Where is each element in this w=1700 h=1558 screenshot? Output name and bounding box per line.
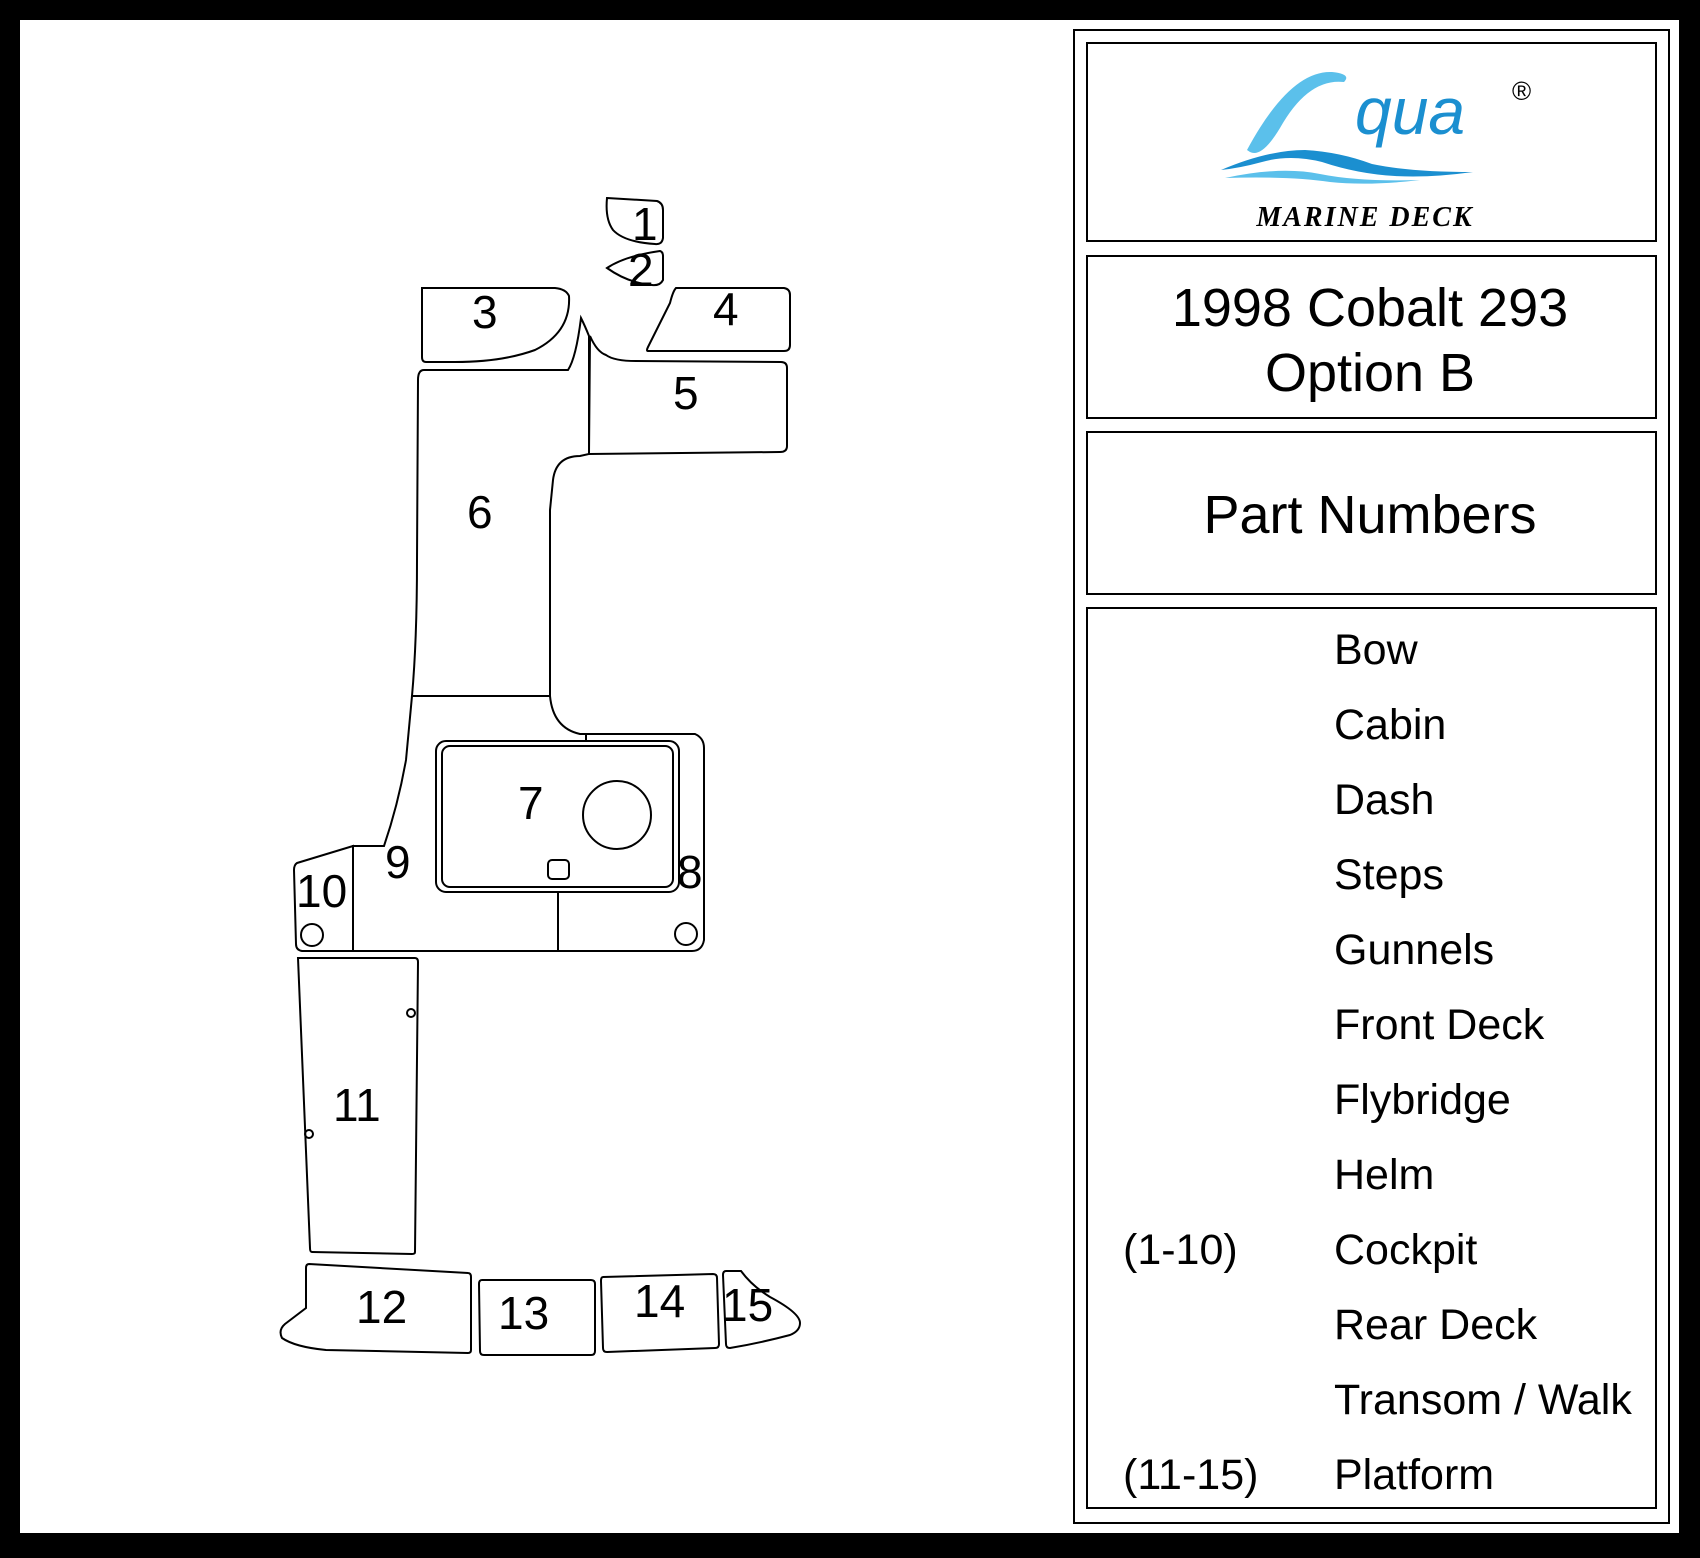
part-label: 3: [472, 286, 498, 338]
legend-label: Cockpit: [1334, 1226, 1478, 1274]
part-label: 15: [722, 1279, 774, 1331]
part-label: 12: [356, 1281, 408, 1333]
legend-range: (1-10): [1123, 1226, 1238, 1274]
legend-label: Gunnels: [1334, 926, 1495, 974]
legend-label: Transom / Walk: [1334, 1376, 1632, 1424]
part-label: 6: [467, 486, 493, 538]
legend-label: Steps: [1334, 851, 1444, 899]
title-line-2: Option B: [1264, 343, 1476, 403]
part-label: 1: [632, 198, 658, 250]
legend-label: Bow: [1334, 626, 1418, 674]
legend-label: Front Deck: [1334, 1001, 1545, 1049]
legend-label: Flybridge: [1334, 1076, 1511, 1124]
part-label: 11: [333, 1079, 381, 1131]
part-label: 10: [296, 865, 348, 917]
part-label: 4: [713, 283, 739, 335]
legend-label: Platform: [1334, 1451, 1495, 1499]
part-label: 5: [673, 367, 699, 419]
part-label: 13: [498, 1287, 550, 1339]
registered-mark: ®: [1512, 76, 1532, 106]
part-label: 8: [677, 846, 703, 898]
part-7-shape[interactable]: [436, 741, 679, 892]
part-label: 9: [385, 836, 411, 888]
legend-label: Cabin: [1334, 701, 1447, 749]
part-label: 14: [634, 1275, 686, 1327]
legend-label: Dash: [1334, 776, 1435, 824]
logo-wordmark: qua: [1355, 74, 1466, 148]
part-numbers-heading: Part Numbers: [1203, 485, 1537, 545]
part-label: 7: [518, 777, 544, 829]
title-line-1: 1998 Cobalt 293: [1171, 278, 1569, 338]
part-label: 2: [628, 244, 654, 296]
legend-range: (11-15): [1123, 1451, 1259, 1499]
legend-label: Rear Deck: [1334, 1301, 1538, 1349]
legend-label: Helm: [1334, 1151, 1435, 1199]
logo-tagline: MARINE DECK: [1256, 202, 1474, 233]
